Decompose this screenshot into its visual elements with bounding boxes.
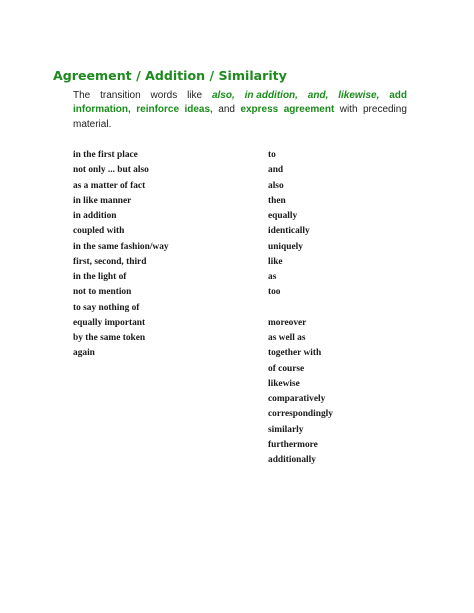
list-item: too bbox=[268, 287, 281, 298]
list-item: equally bbox=[268, 211, 298, 221]
intro-word: and bbox=[218, 104, 235, 116]
list-item: in addition bbox=[73, 211, 117, 221]
list-item: to bbox=[268, 150, 276, 160]
keyword-likewise: likewise, bbox=[338, 90, 380, 101]
list-item: coupled with bbox=[73, 226, 125, 237]
intro-line-2 bbox=[73, 103, 407, 117]
list-item: first, second, third bbox=[73, 256, 147, 267]
intro-word: words bbox=[150, 90, 178, 101]
keyword-ideas: ideas, bbox=[184, 104, 213, 116]
keyword-also: also, bbox=[211, 90, 235, 101]
intro-line-3 bbox=[73, 118, 407, 132]
keyword-reinforce: reinforce bbox=[136, 104, 180, 116]
intro-word: The bbox=[73, 90, 91, 101]
list-item: equally important bbox=[73, 317, 146, 328]
intro-word: like bbox=[187, 90, 203, 101]
list-item: again bbox=[73, 348, 95, 359]
list-item: additionally bbox=[268, 455, 316, 465]
keyword-add: add bbox=[389, 90, 407, 101]
list-item: in the light of bbox=[73, 272, 127, 282]
list-item: moreover bbox=[268, 317, 307, 328]
left-transition-list bbox=[73, 148, 169, 362]
list-item: in the first place bbox=[73, 150, 138, 160]
list-item: by the same token bbox=[73, 333, 146, 343]
list-item: in the same fashion/way bbox=[73, 241, 169, 252]
right-transition-list bbox=[268, 148, 333, 468]
list-item: identically bbox=[268, 226, 310, 237]
section-heading: Agreement / Addition / Similarity bbox=[53, 68, 287, 83]
list-item: likewise bbox=[268, 378, 300, 389]
list-item: of course bbox=[268, 363, 305, 374]
list-item: in like manner bbox=[73, 195, 132, 206]
intro-word: transition bbox=[100, 90, 141, 101]
list-item: to say nothing of bbox=[73, 302, 140, 313]
intro-paragraph bbox=[73, 89, 407, 132]
list-item: correspondingly bbox=[268, 409, 333, 420]
keyword-information: information, bbox=[73, 104, 131, 116]
list-item: also bbox=[268, 180, 284, 191]
intro-word: with bbox=[339, 104, 358, 116]
intro-word: preceding bbox=[362, 104, 407, 116]
list-item: as bbox=[268, 272, 277, 282]
list-item: then bbox=[268, 195, 286, 206]
list-item: like bbox=[268, 256, 283, 267]
intro-word: material. bbox=[73, 118, 112, 130]
keyword-in-addition: in addition, bbox=[244, 90, 298, 101]
list-item: together with bbox=[268, 348, 322, 359]
list-item: furthermore bbox=[268, 439, 318, 450]
list-item: not only ... but also bbox=[73, 165, 149, 176]
keyword-and: and, bbox=[307, 90, 329, 101]
list-item: similarly bbox=[268, 424, 304, 435]
intro-line-1 bbox=[73, 89, 407, 103]
keyword-express: express bbox=[240, 104, 279, 116]
keyword-agreement: agreement bbox=[283, 104, 335, 116]
list-item-empty bbox=[268, 301, 333, 316]
list-item: uniquely bbox=[268, 241, 303, 252]
list-item: as a matter of fact bbox=[73, 180, 146, 191]
list-item: and bbox=[268, 165, 284, 176]
list-item: as well as bbox=[268, 333, 306, 343]
list-item: not to mention bbox=[73, 287, 132, 298]
list-item: comparatively bbox=[268, 394, 326, 404]
